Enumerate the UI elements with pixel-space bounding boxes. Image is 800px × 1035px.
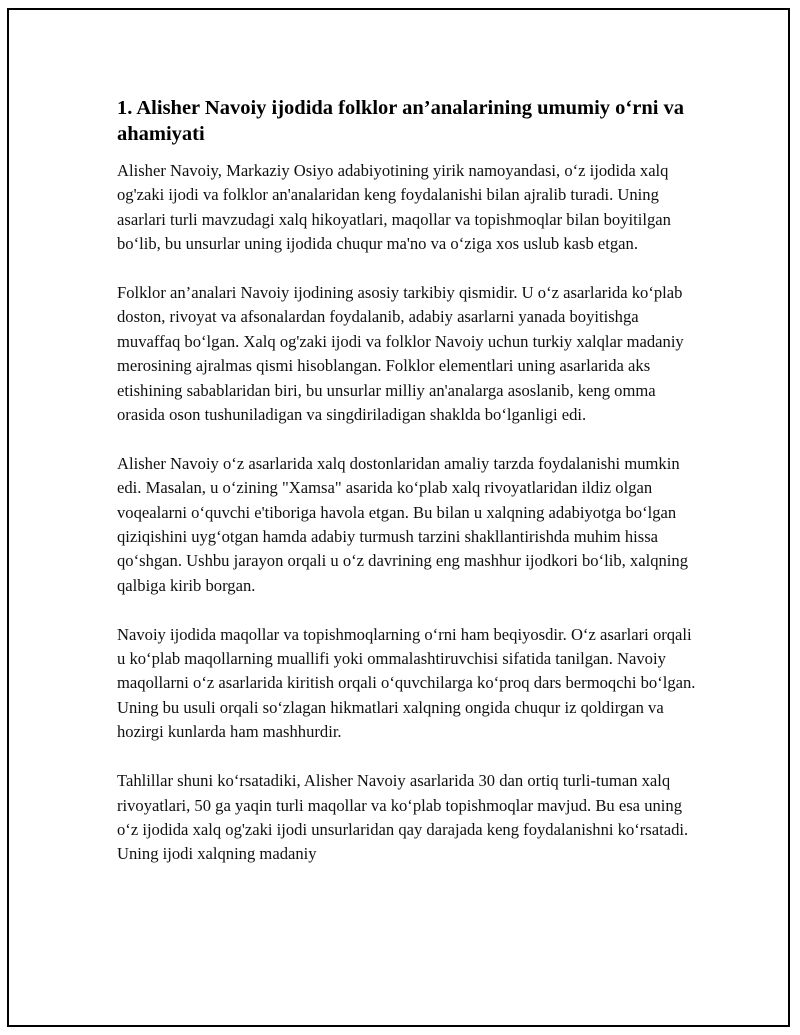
- paragraph: Alisher Navoiy o‘z asarlarida xalq dostonlaridan amaliy tarzda foydalanishi mumkin edi. Masalan, u o‘zining "Xamsa" asarida ko‘plab xalq rivoyatlaridan ildiz olgan voqealarni o‘quvchi e'tiboriga havola etgan. Bu bilan u xalqning adabiyotga bo‘lgan qiziqishini uyg‘otgan hamda adabiy turmush tarzini shakllantirishda muhim hissa qo‘shgan. Ushbu jarayon orqali u o‘z davrining eng mashhur ijodkori bo‘lib, xalqning qalbiga kirib borgan.: [117, 453, 688, 595]
- paragraph: Navoiy ijodida maqollar va topishmoqlarning o‘rni ham beqiyosdir. O‘z asarlari orqali u ko‘plab maqollarning muallifi yoki ommalashtiruvchisi sifatida tanilgan. Navoiy maqollarni o‘z asarlarida kiritish orqali o‘quvchilarga ko‘proq dars bermoqchi bo‘lgan. Uning bu usuli orqali so‘zlagan hikmatlari xalqning ongida chuqur iz qoldirgan va hozirgi kunlarda ham mashhurdir.: [117, 624, 696, 742]
- paragraph: Tahlillar shuni ko‘rsatadiki, Alisher Navoiy asarlarida 30 dan ortiq turli-tuman xalq rivoyatlari, 50 ga yaqin turli maqollar va ko‘plab topishmoqlar mavjud. Bu esa uning o‘z ijodida xalq og'zaki ijodi unsurlaridan qay darajada keng foydalanishni ko‘rsatadi. Uning ijodi xalqning madaniy: [117, 771, 689, 864]
- document-body: [117, 95, 697, 891]
- section-heading: 1. Alisher Navoiy ijodida folklor an’analarining umumiy o‘rni va ahamiyati: [117, 97, 685, 145]
- paragraph: Alisher Navoiy, Markaziy Osiyo adabiyotining yirik namoyandasi, o‘z ijodida xalq og'zaki ijodi va folklor an'analaridan keng foydalanishi bilan ajralib turadi. Uning asarlari turli mavzudagi xalq hikoyatlari, maqollar va topishmoqlar bilan boyitilgan bo‘lib, bu unsurlar uning ijodida chuqur ma'no va o‘ziga xos uslub kasb etgan.: [117, 161, 671, 254]
- paragraph: Folklor an’analari Navoiy ijodining asosiy tarkibiy qismidir. U o‘z asarlarida ko‘plab doston, rivoyat va afsonalardan foydalanib, adabiy asarlarni yanada boyitishga muvaffaq bo‘lgan. Xalq og'zaki ijodi va folklor Navoiy uchun turkiy xalqlar madaniy merosining ajralmas qismi hisoblangan. Folklor elementlari uning asarlarida aks etishining sabablaridan biri, bu unsurlar milliy an'analarga asoslanib, keng omma orasida oson tushuniladigan va singdiriladigan shaklda bo‘lganligi edi.: [117, 283, 684, 425]
